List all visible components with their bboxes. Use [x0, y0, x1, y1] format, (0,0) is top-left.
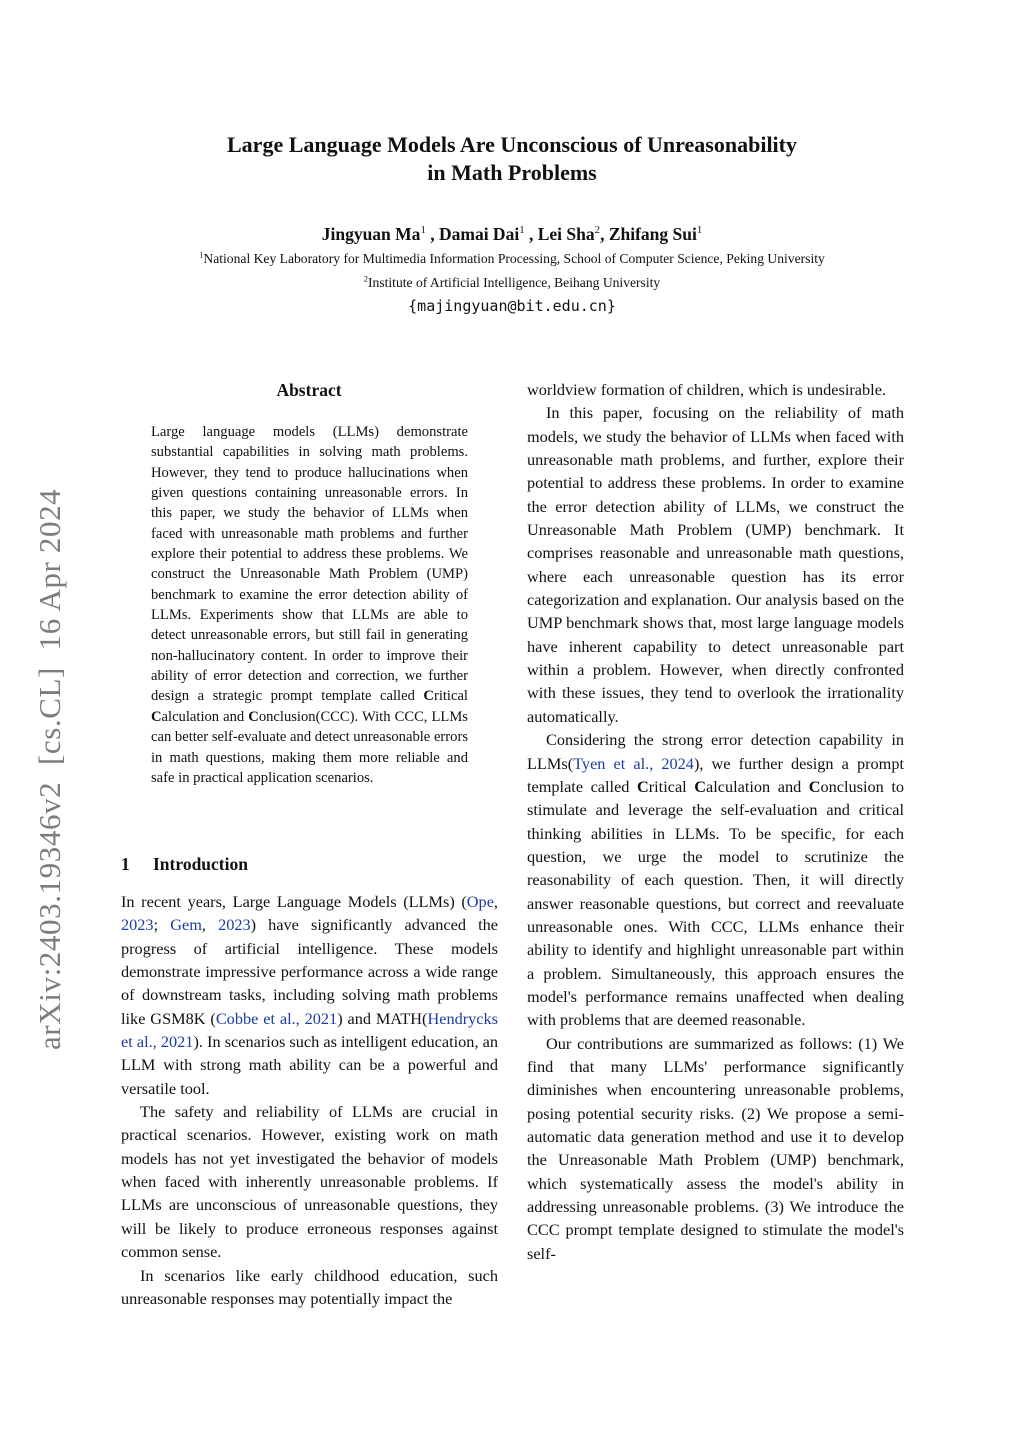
- abstract-ccc-letter: C: [423, 688, 434, 705]
- ccc-letter: C: [636, 776, 649, 796]
- affiliation-mark: 2: [363, 273, 369, 284]
- author-separator: ,: [600, 224, 609, 244]
- author-affil-mark: 1: [519, 224, 525, 237]
- body-text: ) have significantly advanced the progress of artificial intelligence. These models demonstrate impressive performance across a wide range of downstream tasks, including solving math problems like GSM8K (: [121, 915, 498, 1028]
- author-separator: ,: [425, 224, 439, 244]
- arxiv-identifier: arXiv:2403.19346v2 [cs.CL] 16 Apr 2024: [32, 488, 67, 1050]
- body-text: In recent years, Large Language Models (LLMs) (: [121, 892, 467, 911]
- intro-paragraph-4: In this paper, focusing on the reliability of math models, we study the behavior of LLMs when faced with unreasonable math problems, and further, explore their potential to address these problems. In order to examine the error detection ability of LLMs, we construct the Unreasonable Math Problem (UMP) benchmark. It comprises reasonable and unreasonable math questions, where each unreasonable question has its error categorization and explanation. Our analysis based on the UMP benchmark shows that, most large language models have inherent capability to detect unreasonable part within a problem. However, when directly confronted with these issues, they tend to overlook the irrationality automatically.: [527, 403, 904, 726]
- body-text: ,: [493, 892, 498, 911]
- citation-link[interactable]: Tyen et al., 2024: [573, 753, 694, 773]
- intro-paragraph-3: In scenarios like early childhood education, such unreasonable responses may potentially impact the: [121, 1265, 498, 1308]
- abstract-text: Large language models (LLMs) demonstrate substantial capabilities in solving math problems. However, they tend to produce hallucinations when given questions containing unreasonable errors. In this paper, we study the behavior of LLMs when faced with unreasonable math problems and further explore their potential to address these problems. We construct the Unreasonable Math Problem (UMP) benchmark to examine the error detection ability of LLMs. Experiments show that LLMs are able to detect unreasonable errors, but still fail in generating non-hallucinatory content. In order to improve their ability of error detection and correction, we further design a strategic prompt template called: [151, 424, 468, 705]
- citation-link[interactable]: Cobbe et al., 2021: [215, 1008, 338, 1028]
- affiliation-text: National Key Laboratory for Multimedia Information Processing, School of Computer Science, Peking University: [203, 251, 825, 266]
- body-text: ). In scenarios such as intelligent education, an LLM with strong math ability can be a powerful and versatile tool.: [121, 1032, 499, 1098]
- author-name: Damai Dai: [438, 224, 520, 244]
- intro-paragraph-2: The safety and reliability of LLMs are crucial in practical scenarios. However, existing work on math models has not yet investigated the behavior of models when faced with inherently unreasonable problems. If LLMs are unconscious of unreasonable questions, they will be likely to produce erroneous responses against common sense.: [121, 1102, 498, 1262]
- intro-paragraph-3-continued: worldview formation of children, which is undesirable.: [527, 380, 886, 399]
- body-text: ;: [153, 915, 171, 935]
- citation-link[interactable]: 2023: [121, 915, 154, 935]
- affiliation-mark: 1: [199, 249, 204, 260]
- author-email: {majingyuan@bit.edu.cn}: [408, 297, 616, 315]
- affiliation-1: [100, 250, 924, 268]
- affiliation-text: Institute of Artificial Intelligence, Beihang University: [368, 275, 661, 290]
- abstract-ccc-letter: C: [248, 708, 259, 725]
- author-list: [120, 222, 904, 246]
- abstract-body: [151, 422, 468, 788]
- author-name: Jingyuan Ma: [321, 224, 421, 244]
- body-text: alculation and: [706, 776, 809, 796]
- ccc-letter: C: [808, 776, 821, 796]
- paper-title: [120, 131, 904, 187]
- citation-link[interactable]: Ope: [466, 892, 494, 911]
- body-text: ), we further design a prompt template called: [527, 753, 904, 796]
- citation-link[interactable]: Gem: [170, 915, 202, 935]
- author-affil-mark: 1: [696, 224, 703, 237]
- author-affil-mark: 1: [420, 224, 426, 237]
- right-column: [527, 378, 904, 1265]
- citation-link[interactable]: Hendrycks et al., 2021: [121, 1008, 499, 1052]
- body-text: Considering the strong error detection capability in LLMs(: [527, 730, 904, 773]
- paper-title-line-1: Large Language Models Are Unconscious of Unreasonability: [227, 132, 797, 157]
- abstract-text: ritical: [433, 688, 468, 705]
- author-separator: ,: [524, 224, 538, 244]
- section-heading-introduction: [121, 852, 497, 876]
- intro-paragraph-5: [527, 728, 904, 1031]
- author-name: Zhifang Sui: [608, 224, 697, 244]
- abstract-text: onclusion(CCC). With CCC, LLMs can better self-evaluate and detect unreasonable errors in math questions, making them more reliable and safe in practical application scenarios.: [151, 708, 468, 786]
- abstract-heading: Abstract: [276, 380, 342, 400]
- body-text: onclusion to stimulate and leverage the self-evaluation and critical thinking abilities in LLMs. To be specific, for each question, we urge the model to scrutinize the reasonability of each question. Then, it will directly answer reasonable questions, but correct and reevaluate unreasonable ones. With CCC, LLMs enhance their ability to identify and highlight unreasonable part within a problem. Simultaneously, this approach ensures the model's performance remains unaffected when dealing with problems that are deemed reasonable.: [527, 776, 905, 1030]
- section-title: Introduction: [153, 854, 248, 874]
- left-column: [121, 890, 498, 1310]
- paper-title-line-2: in Math Problems: [427, 160, 597, 185]
- ccc-letter: C: [694, 776, 706, 796]
- intro-paragraph-6: Our contributions are summarized as follows: (1) We find that many LLMs' performance significantly diminishes when encountering unreasonable problems, posing potential security risks. (2) We propose a semi-automatic data generation method and use it to develop the Unreasonable Math Problem (UMP) benchmark, which systematically assess the model's ability in addressing unreasonable problems. (3) We introduce the CCC prompt template designed to stimulate the model's self-: [527, 1033, 904, 1263]
- abstract-ccc-letter: C: [151, 708, 162, 725]
- body-text: ,: [201, 915, 219, 935]
- intro-paragraph-1: [121, 890, 498, 1100]
- abstract-text: alculation and: [161, 708, 249, 725]
- author-name: Lei Sha: [537, 224, 595, 244]
- body-text: ritical: [648, 776, 695, 796]
- citation-link[interactable]: 2023: [218, 915, 251, 935]
- author-affil-mark: 2: [594, 224, 601, 237]
- section-number: 1: [121, 854, 130, 874]
- body-text: ) and MATH(: [337, 1008, 428, 1028]
- affiliation-2: [100, 274, 924, 292]
